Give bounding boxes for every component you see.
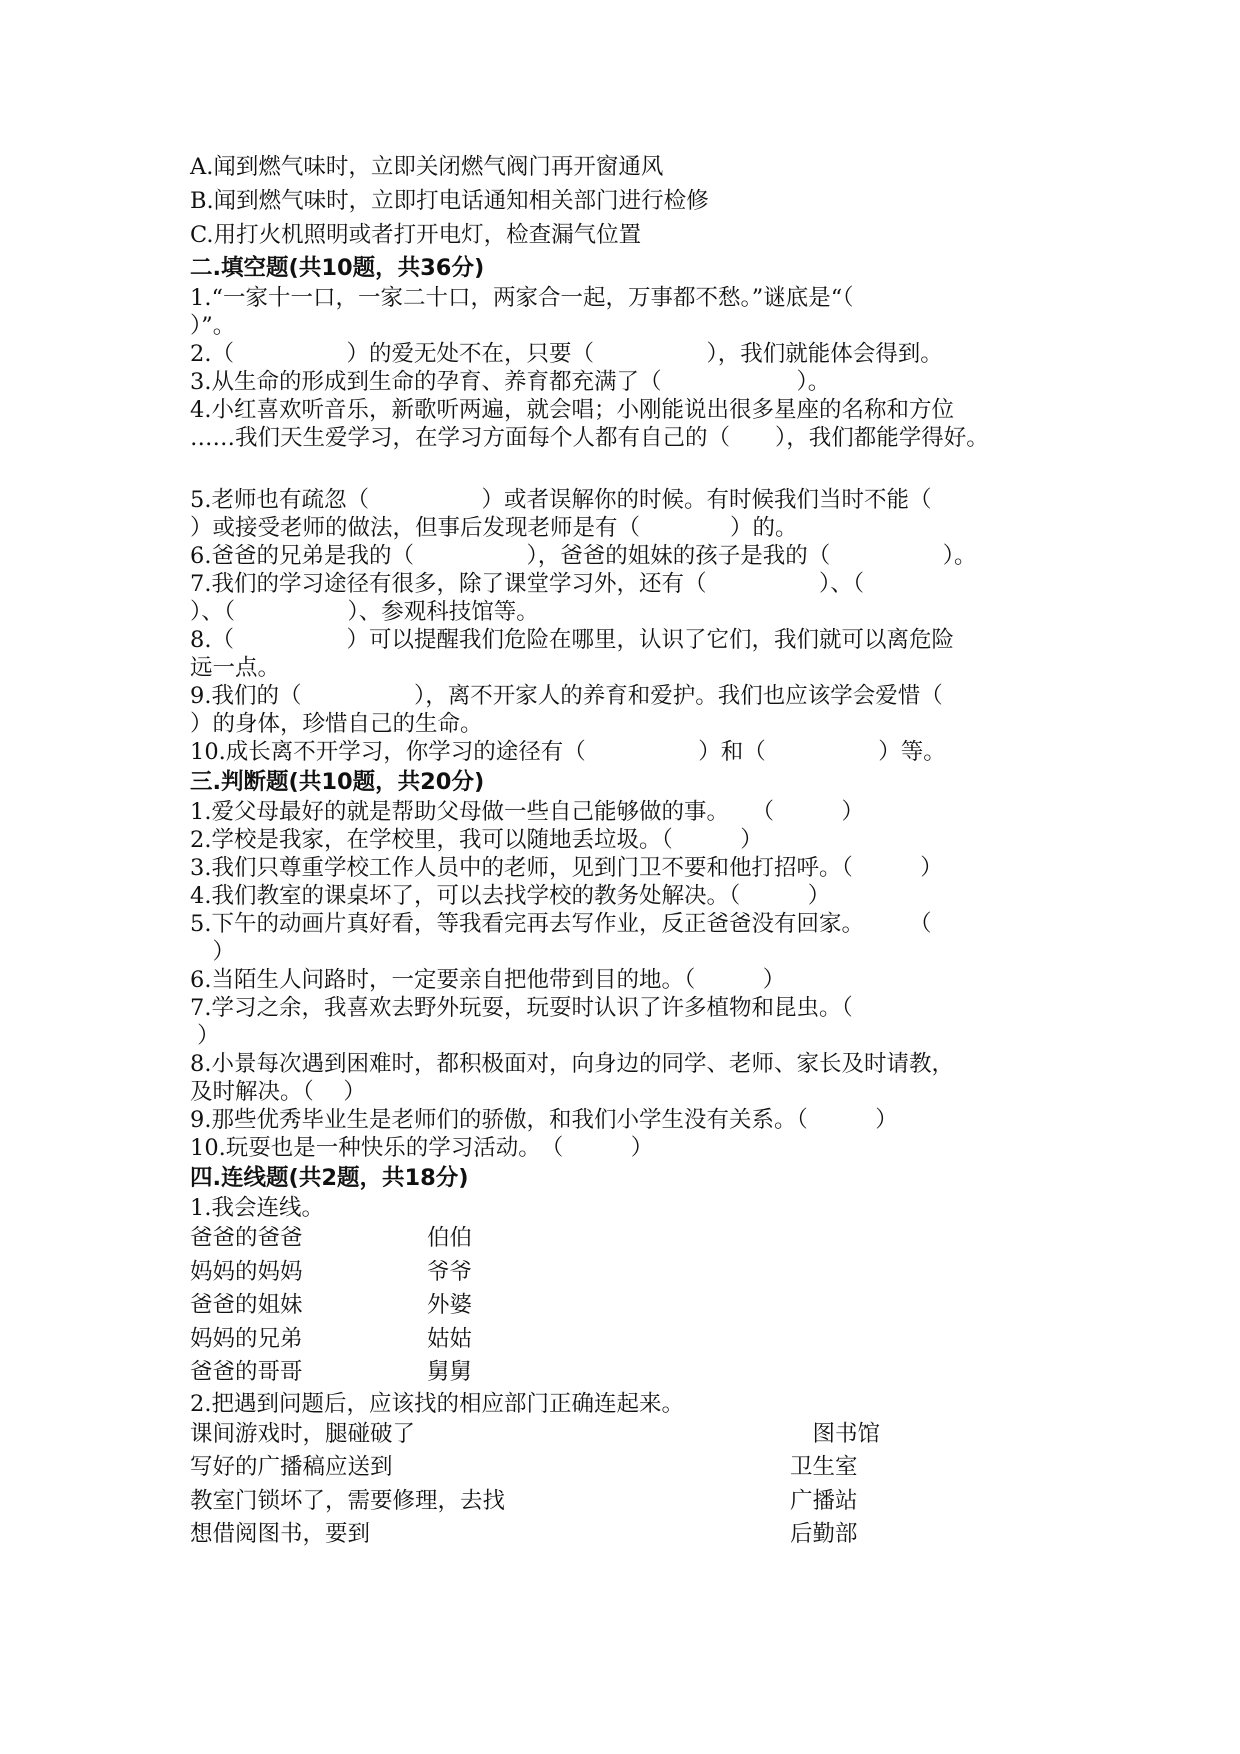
match-left: 课间游戏时，腿碰破了: [190, 1420, 416, 1447]
matching-row: [190, 1222, 1090, 1256]
match-right: 后勤部: [790, 1521, 858, 1547]
question-line: ）、（ ）、参观科技馆等。: [190, 599, 539, 625]
match-left: 写好的广播稿应送到: [190, 1454, 393, 1480]
question-line: 7.我们的学习途径有很多，除了课堂学习外，还有（ ）、（: [190, 571, 864, 597]
matching-row: [190, 1451, 1090, 1485]
question-line: 2.（ ）的爱无处不在，只要（ ），我们就能体会得到。: [190, 341, 943, 367]
question-line: 6.当陌生人问路时，一定要亲自把他带到目的地。（ ）: [190, 967, 786, 993]
question-line: 3.我们只尊重学校工作人员中的老师，见到门卫不要和他打招呼。（ ）: [190, 855, 943, 881]
question-line: 及时解决。（ ）: [190, 1079, 366, 1105]
question-line: ）: [190, 1023, 220, 1049]
question-line: 5.下午的动画片真好看，等我看完再去写作业，反正爸爸没有回家。 （: [190, 911, 932, 937]
match-right: 舅舅: [427, 1359, 473, 1385]
question-line: 2.学校是我家，在学校里，我可以随地丢垃圾。（ ）: [190, 827, 763, 853]
question-line: ）: [190, 939, 236, 965]
match-left: 爸爸的姐妹: [190, 1292, 303, 1318]
question-line: 4.小红喜欢听音乐，新歌听两遍，就会唱；小刚能说出很多星座的名称和方位: [190, 397, 954, 423]
question-line: 8.小景每次遇到困难时，都积极面对，向身边的同学、老师、家长及时请教，: [190, 1051, 954, 1077]
match-left: 妈妈的妈妈: [190, 1258, 303, 1285]
question-line: 9.那些优秀毕业生是老师们的骄傲，和我们小学生没有关系。（ ）: [190, 1107, 898, 1133]
blank-spacer: [190, 452, 1090, 486]
section-heading-fill-blank: 二.填空题(共10题，共36分): [190, 255, 485, 281]
match-right: 爷爷: [427, 1258, 473, 1285]
matching-row: [190, 1323, 1090, 1357]
question-line: 1.爱父母最好的就是帮助父母做一些自己能够做的事。 （ ）: [190, 799, 864, 825]
question-line: 5.老师也有疏忽（ ）或者误解你的时候。有时候我们当时不能（: [190, 487, 932, 513]
question-line: 3.从生命的形成到生命的孕育、养育都充满了（ ）。: [190, 369, 831, 395]
question-line: 9.我们的（ ），离不开家人的养育和爱护。我们也应该学会爱惜（: [190, 683, 943, 709]
question-line: 4.我们教室的课桌坏了，可以去找学校的教务处解决。（ ）: [190, 883, 831, 909]
section-heading-matching: 四.连线题(共2题，共18分): [190, 1165, 469, 1191]
question-line: ）”。: [190, 313, 236, 339]
question-line: 10.成长离不开学习，你学习的途径有（ ）和（ ）等。: [190, 739, 946, 765]
question-line: ）或接受老师的做法，但事后发现老师是有（ ）的。: [190, 515, 798, 541]
question-line: 7.学习之余，我喜欢去野外玩耍，玩耍时认识了许多植物和昆虫。（: [190, 995, 853, 1021]
matching-row: [190, 1418, 1090, 1452]
matching-row: [190, 1256, 1090, 1290]
match-right: 姑姑: [427, 1325, 473, 1352]
match-right: 广播站: [790, 1487, 858, 1514]
match-left: 爸爸的哥哥: [190, 1359, 303, 1385]
match-left: 妈妈的兄弟: [190, 1325, 303, 1352]
match-left: 爸爸的爸爸: [190, 1225, 303, 1251]
question-line: 1.“一家十一口，一家二十口，两家合一起，万事都不愁。”谜底是“（: [190, 285, 854, 311]
section-heading-true-false: 三.判断题(共10题，共20分): [190, 769, 485, 795]
question-line: 远一点。: [190, 655, 281, 681]
match-left: 教室门锁坏了，需要修理，去找: [190, 1487, 506, 1514]
match-right: 外婆: [427, 1292, 473, 1318]
option-b: B.闻到燃气味时，立即打电话通知相关部门进行检修: [190, 188, 709, 214]
match-left: 想借阅图书，要到: [190, 1521, 371, 1547]
matching-row: [190, 1356, 1090, 1390]
match-right: 图书馆: [790, 1420, 881, 1447]
option-a: A.闻到燃气味时，立即关闭燃气阀门再开窗通风: [190, 154, 664, 180]
question-line: 6.爸爸的兄弟是我的（ ），爸爸的姐妹的孩子是我的（ ）。: [190, 543, 977, 569]
match-right: 伯伯: [427, 1225, 473, 1251]
matching-row: [190, 1289, 1090, 1323]
question-line: ）的身体，珍惜自己的生命。: [190, 711, 483, 737]
worksheet-page: [190, 150, 1090, 1552]
question-line: 8.（ ）可以提醒我们危险在哪里，认识了它们，我们就可以离危险: [190, 627, 954, 653]
match-right: 卫生室: [790, 1454, 858, 1480]
question-line: 10.玩耍也是一种快乐的学习活动。 （ ）: [190, 1135, 654, 1161]
question-line: ……我们天生爱学习，在学习方面每个人都有自己的（ ），我们都能学得好。: [190, 425, 989, 451]
matching-row: [190, 1485, 1090, 1519]
matching-question-title: 2.把遇到问题后，应该找的相应部门正确连起来。: [190, 1390, 684, 1417]
matching-question-title: 1.我会连线。: [190, 1195, 324, 1221]
option-c: C.用打火机照明或者打开电灯，检查漏气位置: [190, 222, 642, 248]
matching-row: [190, 1518, 1090, 1552]
